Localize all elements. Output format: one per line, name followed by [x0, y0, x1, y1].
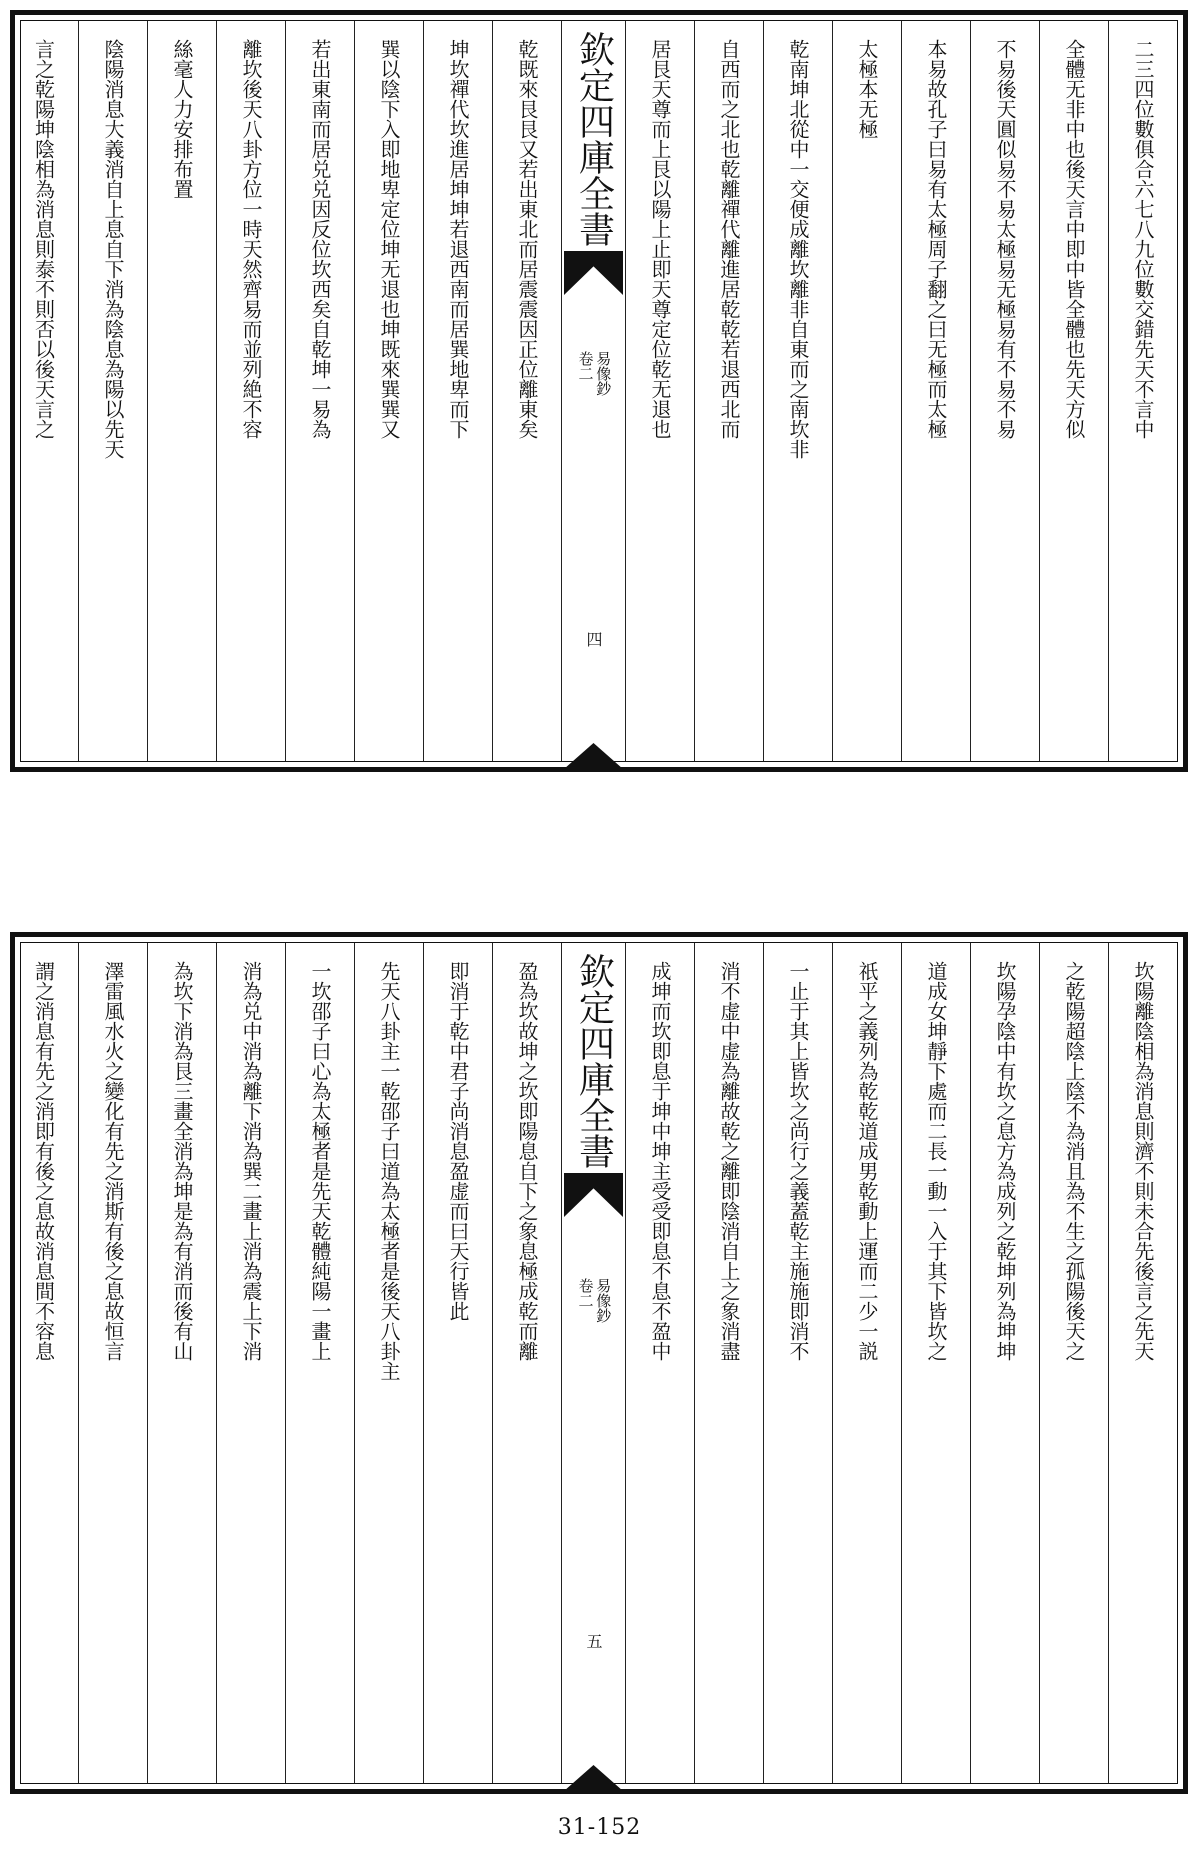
text-column: 自西而之北也乾離禪代離進居乾乾若退西北而	[694, 21, 763, 761]
fishtail-mark	[564, 1173, 623, 1217]
book-volume-label	[562, 351, 625, 396]
book-volume-label	[562, 1278, 625, 1323]
text-column: 道成女坤靜下處而二長一動一入于其下皆坎之	[901, 943, 970, 1783]
text-column: 祇平之義列為乾乾道成男乾動上運而二少一説	[832, 943, 901, 1783]
text-column: 先天八卦主一乾邵子曰道為太極者是後天八卦主	[354, 943, 423, 1783]
text-column: 不易後天圓似易不易太極易无極易有不易不易	[970, 21, 1039, 761]
fishtail-mark	[564, 251, 623, 295]
text-column: 巽以陰下入即地卑定位坤无退也坤既來巽巽又	[354, 21, 423, 761]
leaf-number: 四	[584, 631, 603, 647]
text-column: 太極本无極	[832, 21, 901, 761]
book-title: 易像鈔	[594, 1278, 613, 1323]
text-column: 消不虚中虚為離故乾之離即陰消自上之象消盡	[694, 943, 763, 1783]
volume-label: 卷二	[576, 1278, 595, 1308]
text-column: 消為兑中消為離下消為巽二畫上消為震上下消	[216, 943, 285, 1783]
upper-page-columns	[20, 20, 1178, 762]
collection-title: 欽定四庫全書	[573, 953, 615, 1169]
text-column: 成坤而坎即息于坤中坤主受受即息不息不盈中	[625, 943, 694, 1783]
text-column: 謂之消息有先之消即有後之息故消息間不容息	[31, 961, 56, 1361]
collection-title: 欽定四庫全書	[573, 31, 615, 247]
center-fold	[561, 21, 625, 761]
text-column: 坎陽離陰相為消息則濟不則未合先後言之先天	[1108, 943, 1177, 1783]
lower-page	[10, 932, 1188, 1794]
upper-page	[10, 10, 1188, 772]
text-column: 本易故孔子曰易有太極周子翻之曰无極而太極	[901, 21, 970, 761]
text-column: 言之乾陽坤陰相為消息則泰不則否以後天言之	[31, 39, 56, 439]
text-column: 澤雷風水火之變化有先之消斯有後之息故恒言	[78, 943, 147, 1783]
text-column: 乾南坤北從中一交便成離坎離非自東而之南坎非	[763, 21, 832, 761]
volume-label: 卷二	[576, 351, 595, 381]
text-column: 二三四位數俱合六七八九位數交錯先天不言中	[1108, 21, 1177, 761]
page-footer-number: 31-152	[557, 1815, 642, 1840]
fishtail-mark-lower	[564, 1765, 623, 1791]
text-column: 陰陽消息大義消自上息自下消為陰息為陽以先天	[78, 21, 147, 761]
text-column: 盈為坎故坤之坎即陽息自下之象息極成乾而離	[492, 943, 561, 1783]
text-column: 即消于乾中君子尚消息盈虚而曰天行皆此	[423, 943, 492, 1783]
text-column: 若出東南而居兑兑因反位坎西矣自乾坤一易為	[285, 21, 354, 761]
text-column: 為坎下消為艮三畫全消為坤是為有消而後有山	[147, 943, 216, 1783]
center-fold	[561, 943, 625, 1783]
lower-page-columns	[20, 942, 1178, 1784]
text-column: 一坎邵子曰心為太極者是先天乾體純陽一畫上	[285, 943, 354, 1783]
text-column: 乾既來艮艮又若出東北而居震震因正位離東矣	[492, 21, 561, 761]
leaf-number: 五	[584, 1633, 603, 1649]
text-column: 全體无非中也後天言中即中皆全體也先天方似	[1039, 21, 1108, 761]
fishtail-mark-lower	[564, 743, 623, 769]
text-column: 坎陽孕陰中有坎之息方為成列之乾坤列為坤坤	[970, 943, 1039, 1783]
book-title: 易像鈔	[594, 351, 613, 396]
text-column: 坤坎禪代坎進居坤坤若退西南而居巽地卑而下	[423, 21, 492, 761]
text-column: 居艮天尊而上艮以陽上止即天尊定位乾无退也	[625, 21, 694, 761]
text-column: 之乾陽超陰上陰不為消且為不生之孤陽後天之	[1039, 943, 1108, 1783]
text-column: 離坎後天八卦方位一時天然齊易而並列絶不容	[216, 21, 285, 761]
text-column: 絲毫人力安排布置	[147, 21, 216, 761]
text-column: 一止于其上皆坎之尚行之義蓋乾主施施即消不	[763, 943, 832, 1783]
